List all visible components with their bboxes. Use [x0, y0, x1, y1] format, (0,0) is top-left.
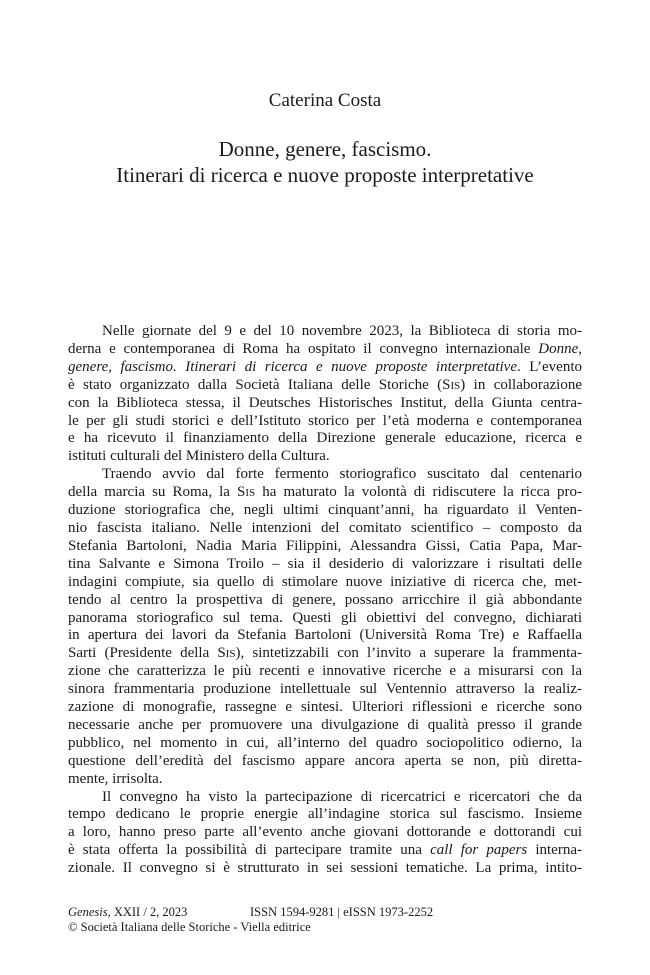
text-line: Sarti (Presidente della Sis), sintetizzabili con l’invito a superare la frammenta-	[68, 645, 583, 662]
title-line-2: Itinerari di ricerca e nuove proposte interpretative	[116, 163, 534, 187]
article-body	[68, 323, 582, 878]
text-line: panorama storiografico sul tema. Questi gli obiettivi del convegno, dichiarati	[68, 609, 582, 626]
text-line: Traendo avvio dal forte fermento storiografico suscitato dal centenario	[102, 466, 582, 483]
text-line: indagini compiute, sia quello di stimolare nuove iniziative di ricerca che, met-	[68, 573, 582, 590]
text-line: nio fascista italiano. Nelle intenzioni del comitato scientifico – composto da	[68, 519, 582, 536]
text-line: pubblico, nel momento in cui, all’interno del quadro sociopolitico odierno, la	[68, 734, 582, 751]
title-line-1: Donne, genere, fascismo.	[218, 137, 432, 161]
journal-name: Genesis	[68, 905, 108, 919]
text-line: derna e contemporanea di Roma ha ospitato il convegno internazionale Donne,	[68, 340, 582, 357]
text-line: è stata offerta la possibilità di partecipare tramite una call for papers interna-	[68, 842, 582, 859]
text-line: le per gli studi storici e dell’Istituto storico per l’età moderna e contemporanea	[68, 412, 582, 429]
text-line: mente, irrisolta.	[68, 770, 163, 787]
article-title	[0, 136, 650, 188]
page-footer	[68, 905, 582, 935]
text-line: zione che caratterizza le più recenti e innovative ricerche e a misurarsi con la	[68, 663, 582, 680]
text-line: sinora frammentaria produzione intellettuale sul Ventennio attraverso la realiz-	[68, 681, 582, 698]
copyright-notice: © Società Italiana delle Storiche - Viella editrice	[68, 920, 311, 934]
text-line: istituti culturali del Ministero della Cultura.	[68, 448, 330, 465]
text-line: zazione di monografie, rassegne e sintesi. Ulteriori riflessioni e ricerche sono	[68, 699, 582, 716]
text-line: tina Salvante e Simona Troilo – sia il desiderio di valorizzare i risultati delle	[68, 555, 582, 572]
text-line: questione dell’eredità del fascismo appare ancora aperta se non, più diretta-	[68, 752, 582, 769]
text-line: duzione storiografica che, negli ultimi cinquant’anni, ha riguardato il Venten-	[68, 502, 582, 519]
text-line: Stefania Bartoloni, Nadia Maria Filippini, Alessandra Gissi, Catia Papa, Mar-	[68, 537, 582, 554]
text-line: e ha ricevuto il finanziamento della Direzione generale educazione, ricerca e	[68, 430, 582, 447]
issn-info: ISSN 1594-9281 | eISSN 1973-2252	[250, 905, 434, 919]
text-line: zionale. Il convegno si è strutturato in sei sessioni tematiche. La prima, intito-	[68, 860, 582, 877]
journal-citation	[68, 905, 582, 920]
text-line: della marcia su Roma, la Sis ha maturato la volontà di ridiscutere la ricca pro-	[68, 484, 582, 501]
journal-volume: , XXII / 2, 2023	[107, 905, 188, 919]
text-line: Nelle giornate del 9 e del 10 novembre 2023, la Biblioteca di storia mo-	[102, 323, 582, 339]
text-line: genere, fascismo. Itinerari di ricerca e nuove proposte interpretative. L’evento	[68, 358, 583, 375]
text-line: necessarie anche per promuovere una divulgazione di qualità presso il grande	[68, 716, 582, 733]
text-line: in apertura dei lavori da Stefania Bartoloni (Università Roma Tre) e Raffaella	[68, 627, 582, 644]
text-line: a loro, hanno preso parte all’evento anche giovani dottorande e dottorandi cui	[68, 824, 582, 841]
text-line: con la Biblioteca stessa, il Deutsches Historisches Institut, della Giunta centra-	[68, 394, 582, 411]
text-line: tendo al centro la prospettiva di genere, possano arricchire il già abbondante	[68, 591, 582, 608]
text-line: tempo dedicano le proprie energie all’indagine storica sul fascismo. Insieme	[68, 806, 582, 823]
text-line: è stato organizzato dalla Società Italiana delle Storiche (Sis) in collaborazione	[68, 376, 582, 393]
text-line: Il convegno ha visto la partecipazione di ricercatrici e ricercatori che da	[102, 788, 582, 805]
author-name: Caterina Costa	[268, 90, 382, 111]
